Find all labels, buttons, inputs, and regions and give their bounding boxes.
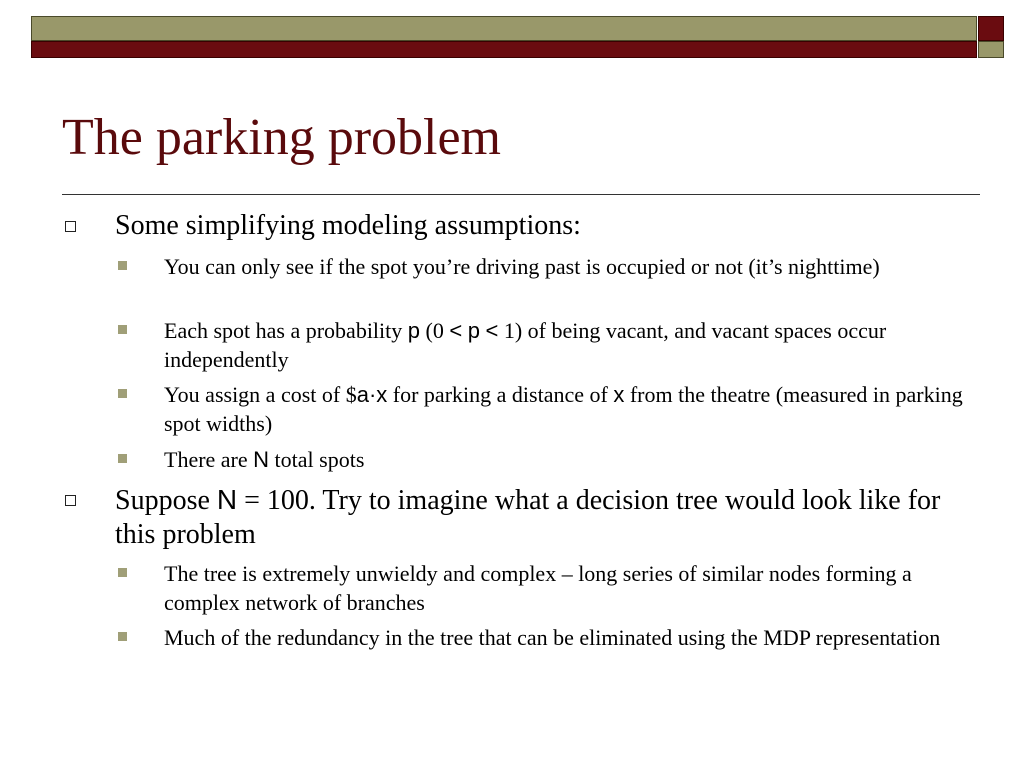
slide-title: The parking problem — [62, 109, 501, 166]
sub-bullet-text: Each spot has a probability p (0 < p < 1) of being vacant, and vacant spaces occur independently — [164, 318, 887, 372]
filled-square-bullet-icon — [118, 454, 127, 463]
bullet-item — [115, 209, 975, 243]
sub-bullet-item — [164, 316, 974, 374]
sub-bullet-item — [164, 445, 974, 474]
header-square-olive — [978, 41, 1004, 58]
header-bar-olive — [31, 16, 977, 41]
filled-square-bullet-icon — [118, 389, 127, 398]
bullet-text: Some simplifying modeling assumptions: — [115, 210, 581, 241]
bullet-text: Suppose N = 100. Try to imagine what a decision tree would look like for this problem — [115, 484, 941, 550]
sub-bullet-text: You assign a cost of $a·x for parking a distance of x from the theatre (measured in parking spot widths) — [164, 382, 963, 436]
hollow-square-bullet-icon — [65, 495, 76, 506]
sub-bullet-item — [164, 623, 974, 652]
filled-square-bullet-icon — [118, 261, 127, 270]
sub-bullet-text: Much of the redundancy in the tree that can be eliminated using the MDP representation — [164, 625, 941, 650]
sub-bullet-text: You can only see if the spot you’re driving past is occupied or not (it’s nighttime) — [164, 254, 880, 279]
sub-bullet-item — [164, 559, 974, 617]
sub-bullet-text: There are N total spots — [164, 447, 365, 472]
bullet-item — [115, 483, 975, 552]
filled-square-bullet-icon — [118, 325, 127, 334]
filled-square-bullet-icon — [118, 568, 127, 577]
title-divider — [62, 194, 980, 195]
hollow-square-bullet-icon — [65, 221, 76, 232]
sub-bullet-item — [164, 252, 974, 281]
sub-bullet-text: The tree is extremely unwieldy and complex – long series of similar nodes forming a complex network of branches — [164, 561, 912, 615]
sub-bullet-item — [164, 380, 974, 438]
header-square-maroon — [978, 16, 1004, 41]
filled-square-bullet-icon — [118, 632, 127, 641]
header-bar-maroon — [31, 41, 977, 58]
